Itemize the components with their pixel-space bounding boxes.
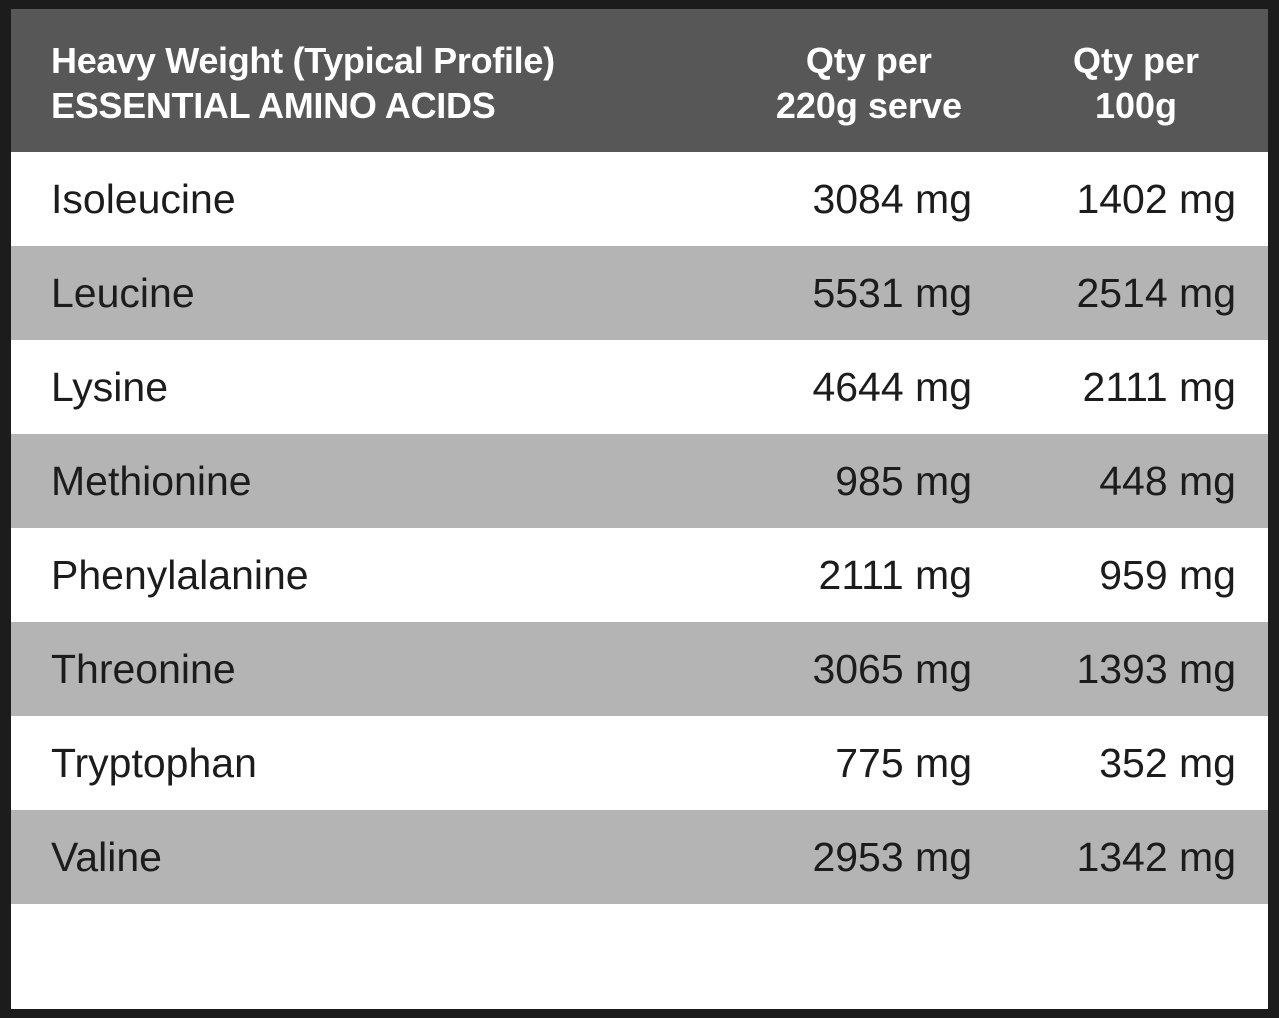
- table-row: [11, 152, 1268, 246]
- row-value-per-100g: 1342 mg: [1004, 810, 1268, 904]
- row-value-per-100g: 352 mg: [1099, 739, 1236, 786]
- column-header-per-serve-line2: 220g serve: [775, 84, 962, 126]
- row-value-per-serve: 985 mg: [734, 434, 1004, 528]
- row-value-per-100g: 2111 mg: [1082, 363, 1236, 410]
- header-row: [11, 9, 1268, 152]
- table-row: [11, 622, 1268, 716]
- row-value-per-serve: 2953 mg: [734, 810, 1004, 904]
- column-header-per-serve: [734, 9, 1004, 152]
- row-value-per-serve: 3084 mg: [812, 175, 973, 222]
- row-value-per-serve: 4644 mg: [812, 363, 973, 410]
- row-value-per-100g: 959 mg: [1099, 551, 1236, 598]
- table-title-line2: ESSENTIAL AMINO ACIDS: [51, 84, 496, 126]
- row-value-per-serve: 3065 mg: [734, 622, 1004, 716]
- table-row: [11, 810, 1268, 904]
- row-value-per-100g: 1402 mg: [1076, 175, 1236, 222]
- row-label: Lysine: [51, 363, 168, 410]
- row-label: Isoleucine: [51, 175, 236, 222]
- row-label: Valine: [11, 810, 734, 904]
- row-label: Tryptophan: [51, 739, 257, 786]
- amino-acid-table: [11, 9, 1268, 904]
- row-value-per-serve: 5531 mg: [734, 246, 1004, 340]
- row-label: Leucine: [11, 246, 734, 340]
- table-header: [11, 9, 1268, 152]
- row-label: Threonine: [11, 622, 734, 716]
- row-value-per-serve: 775 mg: [835, 739, 973, 786]
- row-label: Phenylalanine: [51, 551, 309, 598]
- row-value-per-100g: 1393 mg: [1004, 622, 1268, 716]
- table-body: [11, 152, 1268, 904]
- row-label: Methionine: [11, 434, 734, 528]
- column-header-per-100g: [1004, 9, 1268, 152]
- table-row: [11, 340, 1268, 434]
- table-title: [11, 9, 734, 152]
- table-row: [11, 528, 1268, 622]
- row-value-per-100g: 448 mg: [1004, 434, 1268, 528]
- column-header-per-100g-line2: 100g: [1094, 84, 1178, 126]
- column-header-per-serve-line1: Qty per: [805, 40, 932, 81]
- row-value-per-serve: 2111 mg: [818, 551, 973, 598]
- table-row: [11, 434, 1268, 528]
- table-title-line1: Heavy Weight (Typical Profile): [51, 40, 555, 81]
- table-row: [11, 246, 1268, 340]
- table-row: [11, 716, 1268, 810]
- column-header-per-100g-line1: Qty per: [1072, 40, 1200, 81]
- row-value-per-100g: 2514 mg: [1004, 246, 1268, 340]
